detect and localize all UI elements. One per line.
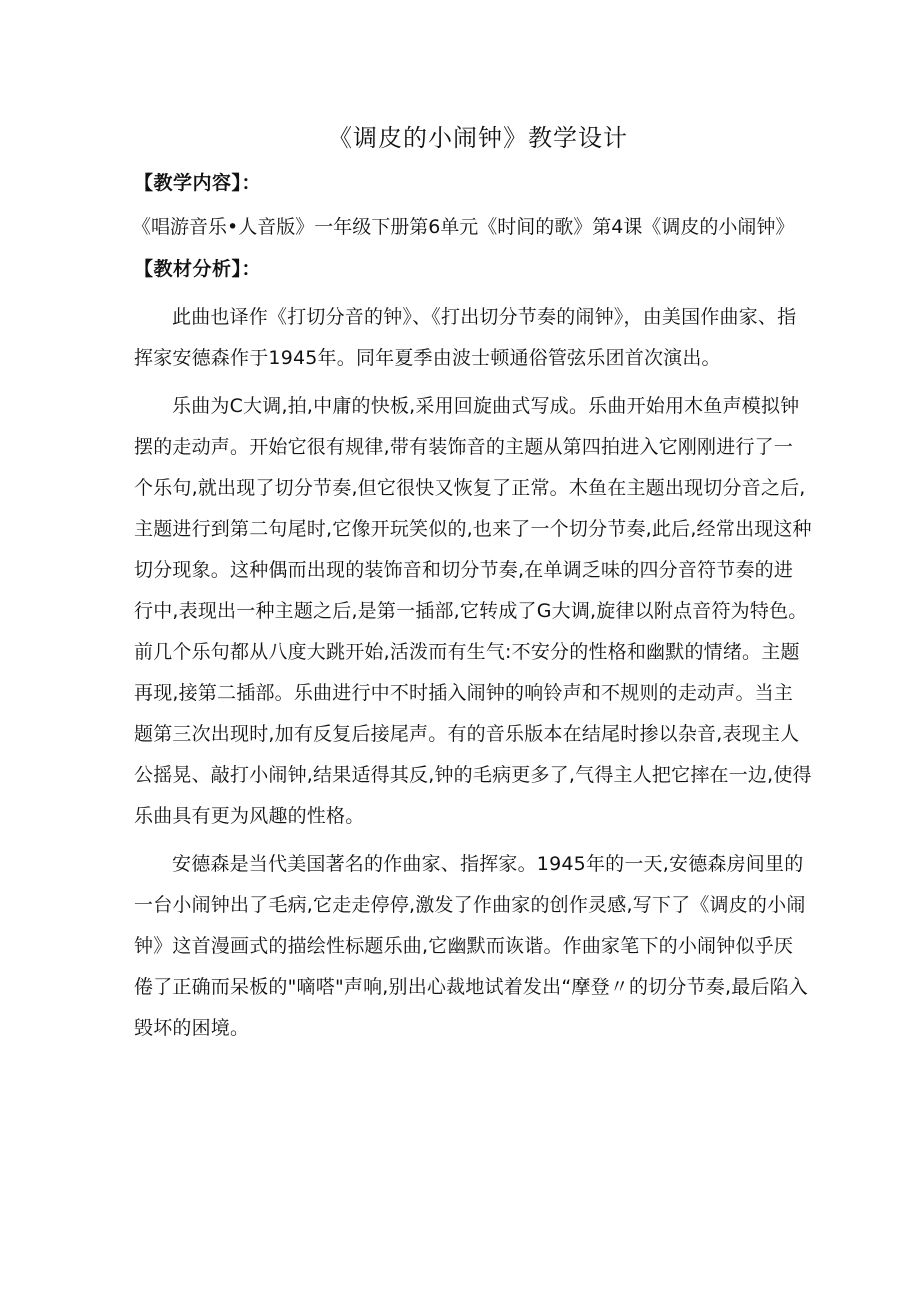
document-title: 《调皮的小闹钟》教学设计 — [328, 124, 628, 152]
section-heading-teaching-content: 【教学内容】： — [134, 172, 262, 194]
teaching-content-text: 《唱游音乐•人音版》一年级下册第6单元《时间的歌》第4课《调皮的小闹钟》 — [132, 216, 795, 238]
analysis-paragraph-1: 此曲也译作《打切分音的钟》、《打出切分节奏的闹钟》，由美国作曲家、指挥家安德森作于1945年。同年夏季由波士顿通俗管弦乐团首次演出。 — [134, 306, 797, 369]
section-heading-material-analysis: 【教材分析】： — [134, 258, 262, 280]
analysis-paragraph-3: 安德森是当代美国著名的作曲家、指挥家。1945年的一天,安德森房间里的一台小闹钟出了毛病,它走走停停,激发了作曲家的创作灵感,写下了《调皮的小闹钟》这首漫画式的描绘性标题乐曲,它幽默而诙谐。作曲家笔下的小闹钟似乎厌倦了正确而呆板的"嘀嗒"声响,别出心裁地试着发出“摩登〃的切分节奏,最后陷入毁坏的困境。 — [134, 853, 809, 1039]
analysis-paragraph-2: 乐曲为C大调,拍,中庸的快板,采用回旋曲式写成。乐曲开始用木鱼声模拟钟摆的走动声。开始它很有规律,带有装饰音的主题从第四拍进入它刚刚进行了一个乐句,就出现了切分节奏,但它很快又恢复了正常。木鱼在主题出现切分音之后,主题进行到第二句尾时,它像开玩笑似的,也来了一个切分节奏,此后,经常出现这种切分现象。这种偶而出现的装饰音和切分节奏,在单调乏味的四分音符节奏的进行中,表现出一种主题之后,是第一插部,它转成了G大调,旋律以附点音符为特色。前几个乐句都从八度大跳开始,活泼而有生气:不安分的性格和幽默的情绪。主题再现,接第二插部。乐曲进行中不时插入闹钟的响铃声和不规则的走动声。当主题第三次出现时,加有反复后接尾声。有的音乐版本在结尾时掺以杂音,表现主人公摇晃、敲打小闹钟,结果适得其反,钟的毛病更多了,气得主人把它摔在一边,使得乐曲具有更为风趣的性格。 — [134, 395, 812, 827]
